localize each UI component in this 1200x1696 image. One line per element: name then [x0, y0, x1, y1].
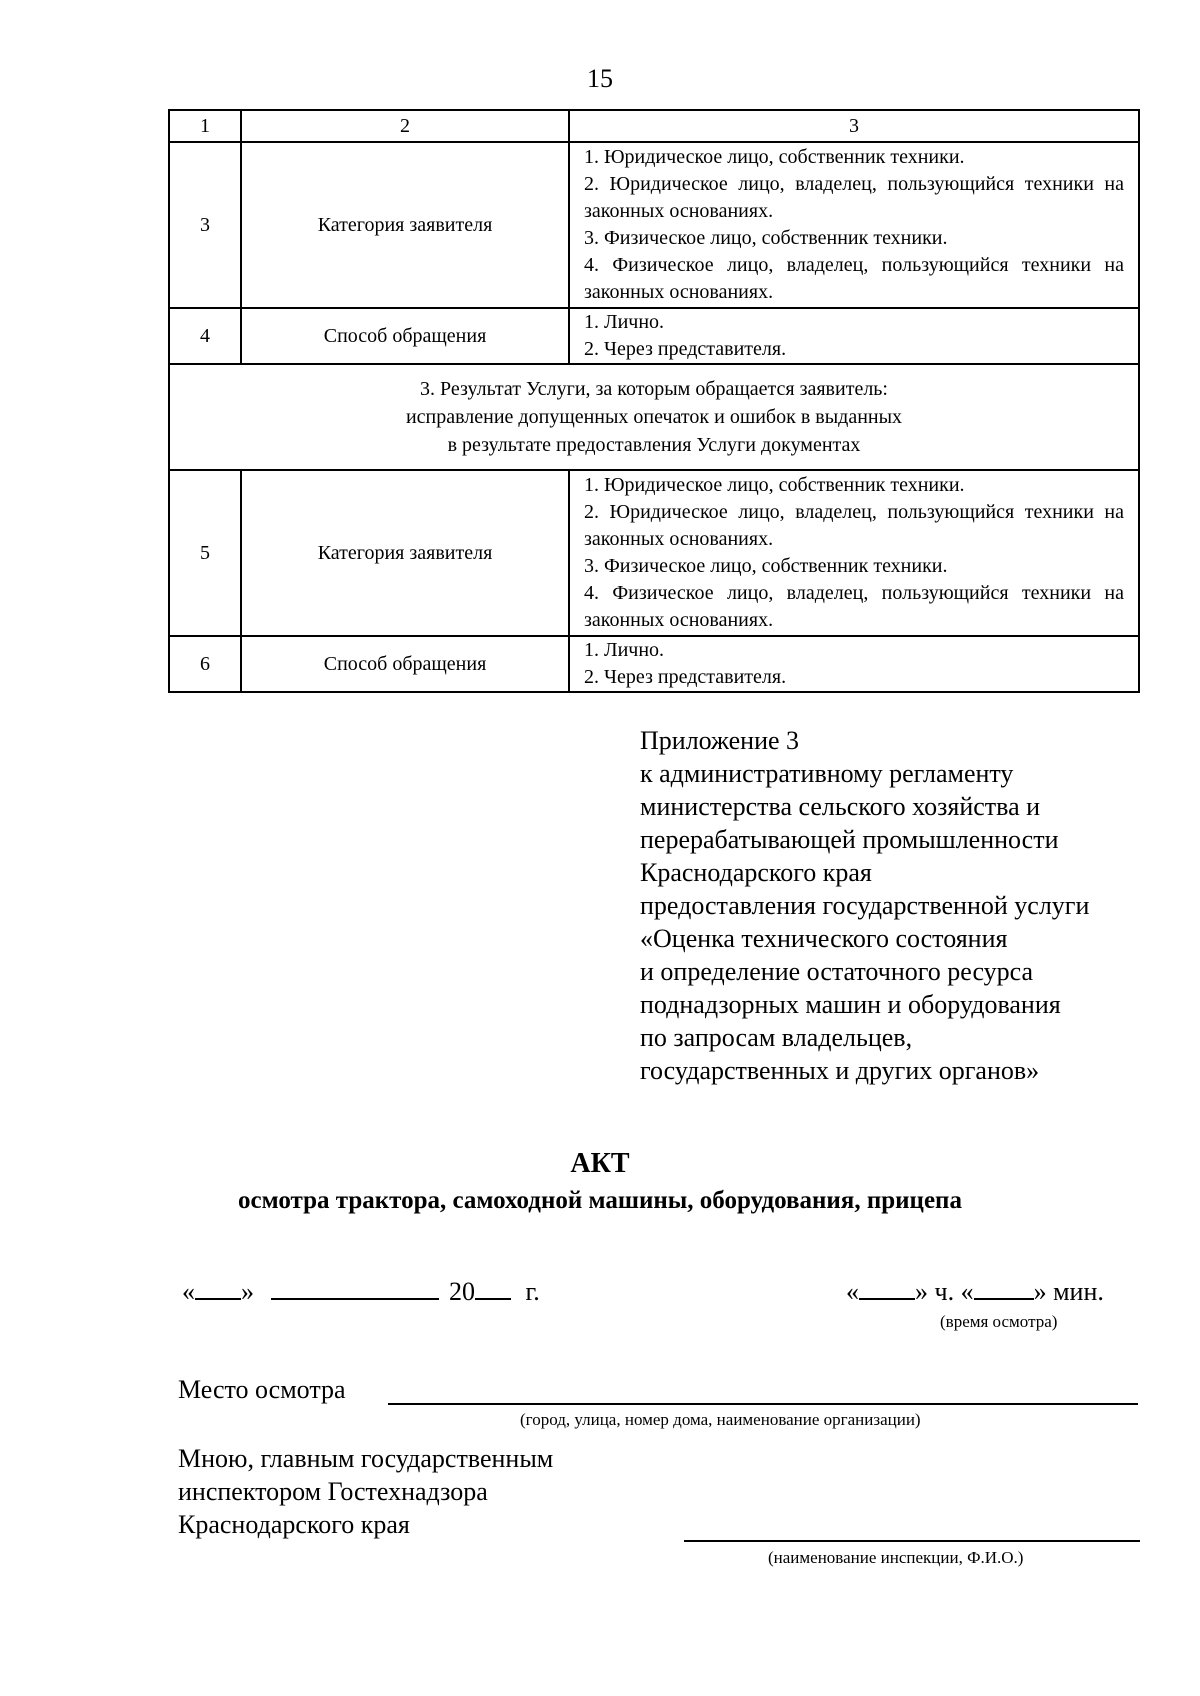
- appendix-line: Приложение 3: [640, 726, 800, 755]
- appendix-line: к административному регламенту: [640, 759, 1014, 788]
- section-line: исправление допущенных опечаток и ошибок в выданных: [405, 406, 903, 428]
- header-col-2: 2: [241, 110, 569, 142]
- appendix-line: государственных и других органов»: [640, 1056, 1040, 1085]
- time-caption: (время осмотра): [940, 1312, 1058, 1331]
- hours-blank[interactable]: [859, 1276, 915, 1300]
- row-number: 5: [169, 470, 241, 636]
- row-description: [569, 470, 1139, 636]
- section-heading-row: [169, 364, 1139, 470]
- appendix-line: перерабатывающей промышленности: [640, 825, 1059, 854]
- act-subtitle: осмотра трактора, самоходной машины, оборудования, прицепа: [238, 1187, 962, 1214]
- row-description: [569, 308, 1139, 364]
- inspector-text: [178, 1442, 553, 1541]
- date-open-quote: «: [182, 1277, 195, 1306]
- row-description: [569, 636, 1139, 692]
- row-number: 6: [169, 636, 241, 692]
- description-line: 3. Физическое лицо, собственник техники.: [584, 555, 948, 577]
- description-line: 2. Через представителя.: [584, 666, 787, 688]
- year-blank[interactable]: [475, 1276, 511, 1300]
- month-blank[interactable]: [271, 1276, 439, 1300]
- minutes-close: » мин.: [1033, 1277, 1104, 1306]
- page-number: 15: [587, 64, 613, 93]
- row-name: Способ обращения: [241, 308, 569, 364]
- act-title: АКТ: [570, 1148, 630, 1179]
- place-input-line[interactable]: [388, 1403, 1138, 1405]
- description-line: 4. Физическое лицо, владелец, пользующийся техники на законных основаниях.: [584, 254, 1124, 303]
- description-line: 1. Лично.: [584, 639, 665, 661]
- year-suffix: г.: [525, 1277, 540, 1306]
- description-line: 2. Юридическое лицо, владелец, пользующийся техники на законных основаниях.: [584, 173, 1124, 222]
- time-open-quote: «: [846, 1277, 859, 1306]
- description-line: 3. Физическое лицо, собственник техники.: [584, 227, 948, 249]
- description-line: 4. Физическое лицо, владелец, пользующийся техники на законных основаниях.: [584, 582, 1124, 631]
- place-label: Место осмотра: [178, 1375, 346, 1404]
- inspector-line: Мною, главным государственным: [178, 1444, 554, 1473]
- appendix-line: и определение остаточного ресурса: [640, 957, 1034, 986]
- row-description: [569, 142, 1139, 308]
- table-row: [169, 142, 1139, 308]
- description-line: 2. Через представителя.: [584, 338, 787, 360]
- place-caption: (город, улица, номер дома, наименование организации): [520, 1410, 921, 1429]
- description-line: 1. Лично.: [584, 311, 665, 333]
- row-name: Способ обращения: [241, 636, 569, 692]
- table-row: [169, 470, 1139, 636]
- section-heading: [169, 364, 1139, 470]
- date-field: [182, 1276, 540, 1307]
- description-line: 2. Юридическое лицо, владелец, пользующийся техники на законных основаниях.: [584, 501, 1124, 550]
- services-table: [168, 109, 1140, 693]
- appendix-line: «Оценка технического состояния: [640, 924, 1008, 953]
- table-row: [169, 308, 1139, 364]
- appendix-line: министерства сельского хозяйства и: [640, 792, 1041, 821]
- table-header-row: [169, 110, 1139, 142]
- row-number: 3: [169, 142, 241, 308]
- table-row: [169, 636, 1139, 692]
- description-line: 1. Юридическое лицо, собственник техники.: [584, 146, 965, 168]
- row-number: 4: [169, 308, 241, 364]
- day-blank[interactable]: [195, 1276, 241, 1300]
- appendix-line: поднадзорных машин и оборудования: [640, 990, 1061, 1019]
- description-line: 1. Юридическое лицо, собственник техники.: [584, 474, 965, 496]
- inspector-input-line[interactable]: [684, 1540, 1140, 1542]
- year-prefix: 20: [449, 1277, 475, 1306]
- date-close-quote: »: [241, 1277, 254, 1306]
- header-col-3: 3: [569, 110, 1139, 142]
- hours-close: » ч. «: [915, 1277, 974, 1306]
- inspector-line: инспектором Гостехнадзора: [178, 1477, 488, 1506]
- appendix-line: предоставления государственной услуги: [640, 891, 1090, 920]
- inspector-caption: (наименование инспекции, Ф.И.О.): [768, 1548, 1024, 1567]
- inspector-line: Краснодарского края: [178, 1510, 410, 1539]
- time-field: [846, 1276, 1104, 1307]
- minutes-blank[interactable]: [974, 1276, 1034, 1300]
- appendix-line: Краснодарского края: [640, 858, 872, 887]
- row-name: Категория заявителя: [241, 470, 569, 636]
- section-line: 3. Результат Услуги, за которым обращается заявитель:: [420, 378, 888, 400]
- appendix-block: [640, 724, 1160, 1087]
- section-line: в результате предоставления Услуги документах: [447, 434, 861, 456]
- header-col-1: 1: [169, 110, 241, 142]
- row-name: Категория заявителя: [241, 142, 569, 308]
- appendix-line: по запросам владельцев,: [640, 1023, 913, 1052]
